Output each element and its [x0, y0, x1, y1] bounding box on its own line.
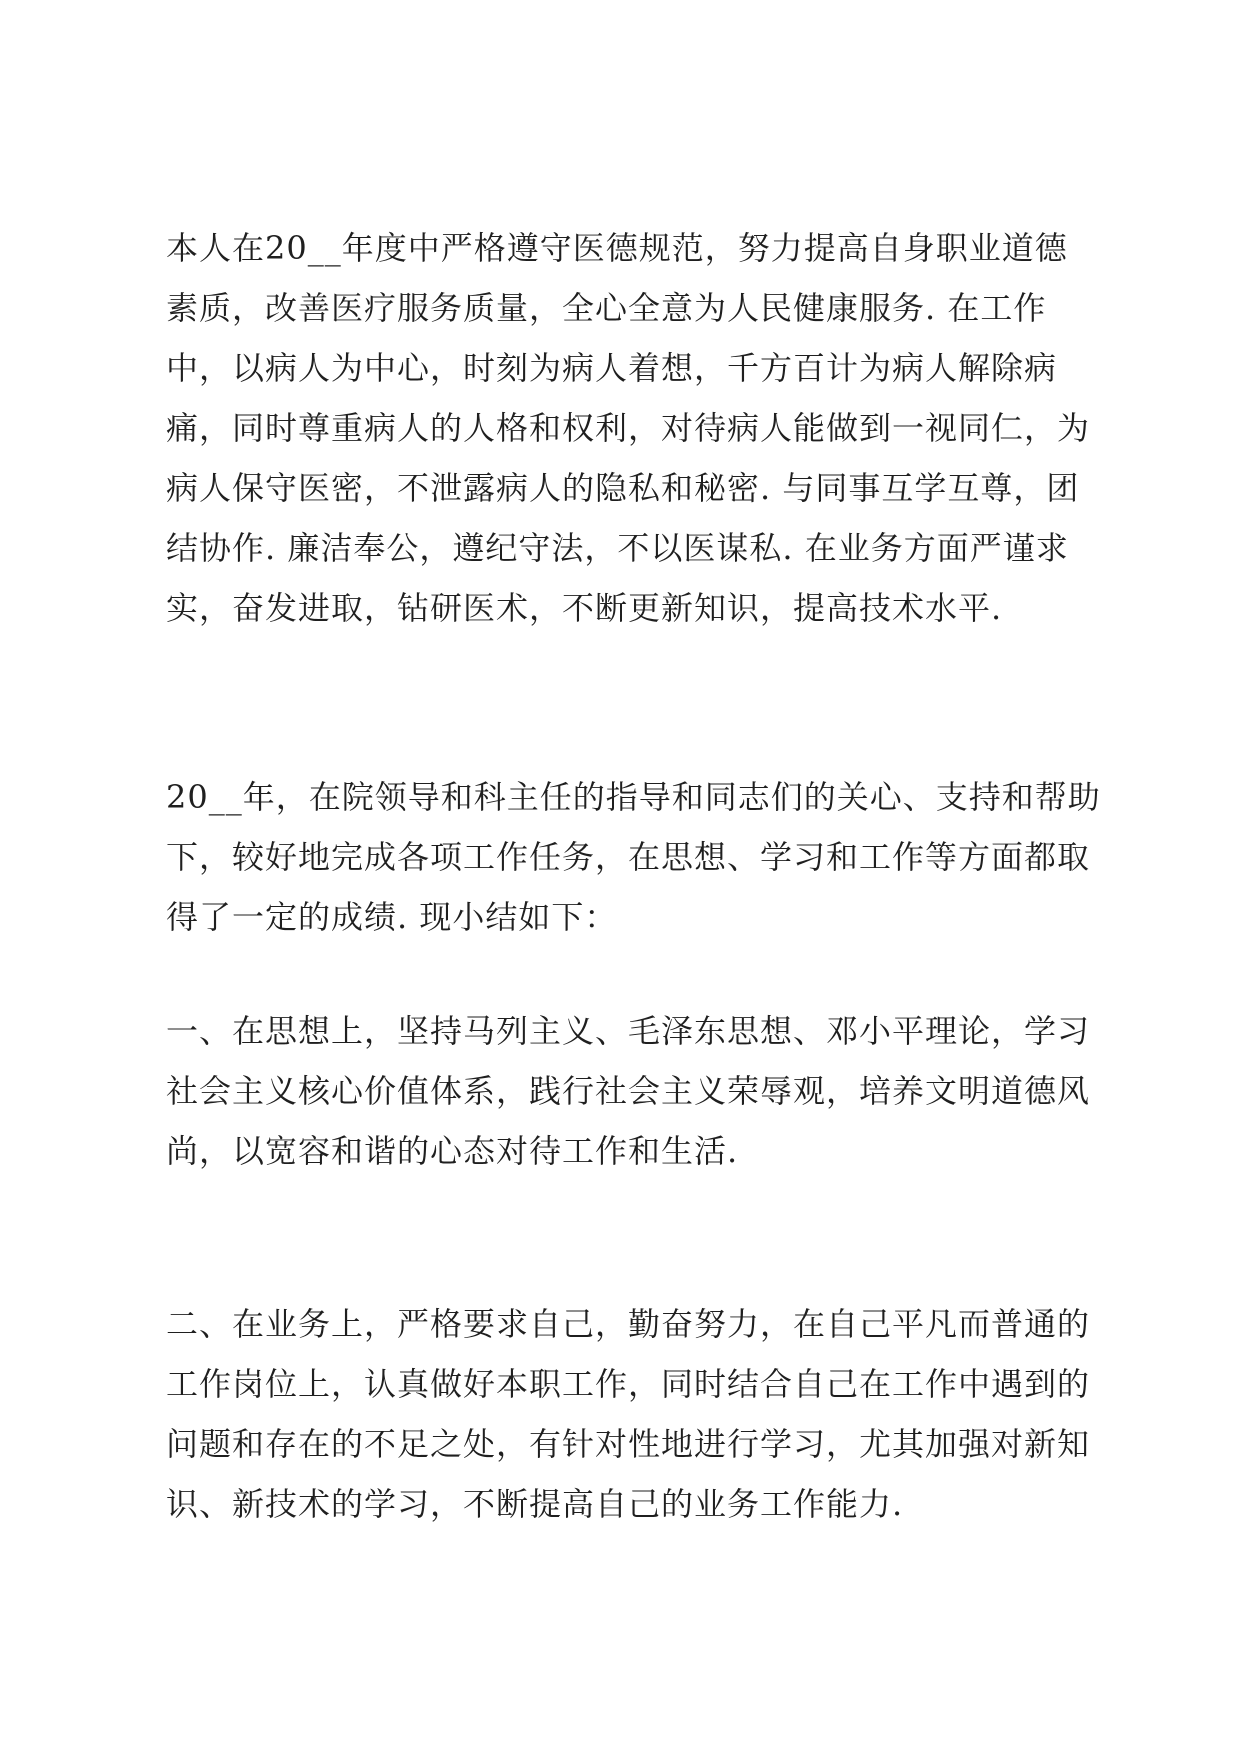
text-line: 识、新技术的学习，不断提高自己的业务工作能力. — [166, 1485, 904, 1523]
text-line: 素质，改善医疗服务质量，全心全意为人民健康服务. 在工作 — [166, 289, 1047, 327]
paragraph-intro — [166, 218, 1096, 638]
text-line: 20__年，在院领导和科主任的指导和同志们的关心、支持和帮助 — [166, 778, 1101, 816]
text-line: 得了一定的成绩. 现小结如下： — [166, 898, 618, 936]
text-line: 实，奋发进取，钻研医术，不断更新知识，提高技术水平. — [166, 589, 1003, 627]
text-line: 结协作. 廉洁奉公，遵纪守法，不以医谋私. 在业务方面严谨求 — [166, 529, 1069, 567]
paragraph-summary — [166, 767, 1101, 947]
text-line: 本人在20__年度中严格遵守医德规范，努力提高自身职业道德 — [166, 229, 1068, 267]
paragraph-ideology — [166, 1001, 1096, 1181]
text-line: 下，较好地完成各项工作任务，在思想、学习和工作等方面都取 — [166, 838, 1091, 876]
text-line: 工作岗位上，认真做好本职工作，同时结合自己在工作中遇到的 — [166, 1365, 1091, 1403]
text-line: 二、在业务上，严格要求自己，勤奋努力，在自己平凡而普通的 — [166, 1305, 1091, 1343]
text-line: 一、在思想上，坚持马列主义、毛泽东思想、邓小平理论，学习 — [166, 1012, 1091, 1050]
text-line: 尚，以宽容和谐的心态对待工作和生活. — [166, 1132, 739, 1170]
text-line: 痛，同时尊重病人的人格和权利，对待病人能做到一视同仁，为 — [166, 409, 1091, 447]
text-line: 问题和存在的不足之处，有针对性地进行学习，尤其加强对新知 — [166, 1425, 1091, 1463]
text-line: 社会主义核心价值体系，践行社会主义荣辱观，培养文明道德风 — [166, 1072, 1091, 1110]
paragraph-business — [166, 1294, 1096, 1534]
text-line: 中，以病人为中心，时刻为病人着想，千方百计为病人解除病 — [166, 349, 1058, 387]
text-line: 病人保守医密，不泄露病人的隐私和秘密. 与同事互学互尊，团 — [166, 469, 1080, 507]
